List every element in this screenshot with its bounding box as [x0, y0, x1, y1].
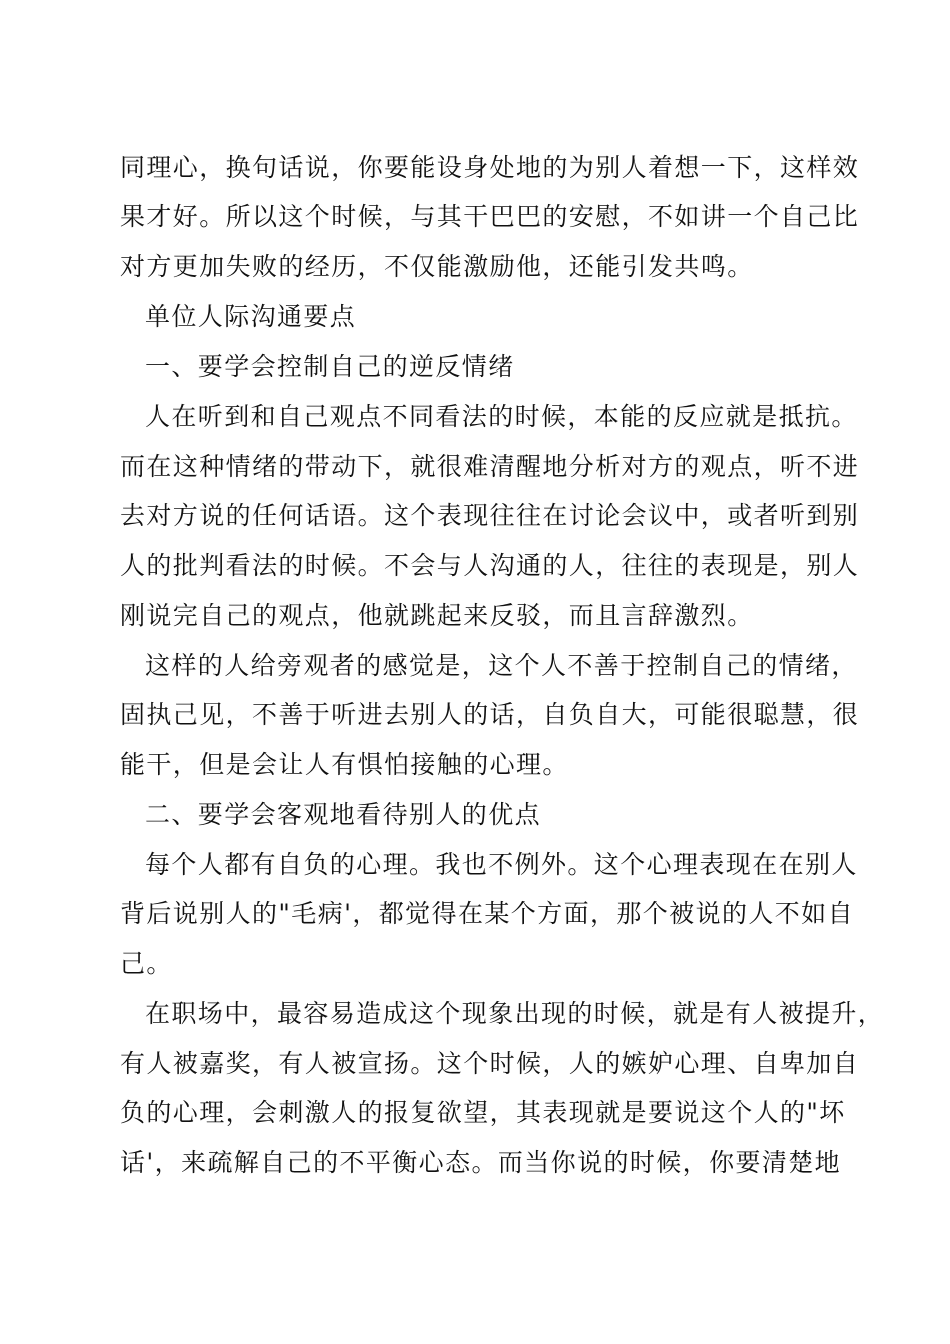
body-text-line: 有人被嘉奖，有人被宣扬。这个时候，人的嫉妒心理、自卑加自: [120, 1049, 860, 1078]
body-text-line: 果才好。所以这个时候，与其干巴巴的安慰，不如讲一个自己比: [120, 202, 860, 231]
subsection-heading: 二、要学会客观地看待别人的优点: [145, 800, 542, 829]
body-text-line: 去对方说的任何话语。这个表现往往在讨论会议中，或者听到别: [120, 501, 860, 530]
body-text-line: 人的批判看法的时候。不会与人沟通的人，往往的表现是，别人: [120, 551, 860, 580]
body-text-line: 在职场中，最容易造成这个现象出现的时候，就是有人被提升，: [145, 999, 885, 1028]
body-text-line: 人在听到和自己观点不同看法的时候，本能的反应就是抵抗。: [145, 402, 858, 431]
body-text-line: 对方更加失败的经历，不仅能激励他，还能引发共鸣。: [120, 252, 754, 281]
body-text-line: 己。: [120, 949, 173, 978]
body-text-line: 固执己见，不善于听进去别人的话，自负自大，可能很聪慧，很: [120, 700, 860, 729]
section-heading: 单位人际沟通要点: [145, 302, 357, 331]
body-text-line: 刚说完自己的观点，他就跳起来反驳，而且言辞激烈。: [120, 601, 754, 630]
body-text-line: 同理心，换句话说，你要能设身处地的为别人着想一下，这样效: [120, 153, 860, 182]
body-text-line: 这样的人给旁观者的感觉是，这个人不善于控制自己的情绪，: [145, 651, 858, 680]
body-text-line: 每个人都有自负的心理。我也不例外。这个心理表现在在别人: [145, 850, 858, 879]
body-text-line: 能干，但是会让人有惧怕接触的心理。: [120, 750, 569, 779]
body-text-line: 背后说别人的"毛病'，都觉得在某个方面，那个被说的人不如自: [120, 899, 854, 928]
body-text-line: 话'，来疏解自己的不平衡心态。而当你说的时候，你要清楚地: [120, 1148, 842, 1177]
body-text-line: 负的心理，会刺激人的报复欲望，其表现就是要说这个人的"坏: [120, 1098, 846, 1127]
subsection-heading: 一、要学会控制自己的逆反情绪: [145, 352, 515, 381]
body-text-line: 而在这种情绪的带动下，就很难清醒地分析对方的观点，听不进: [120, 452, 860, 481]
